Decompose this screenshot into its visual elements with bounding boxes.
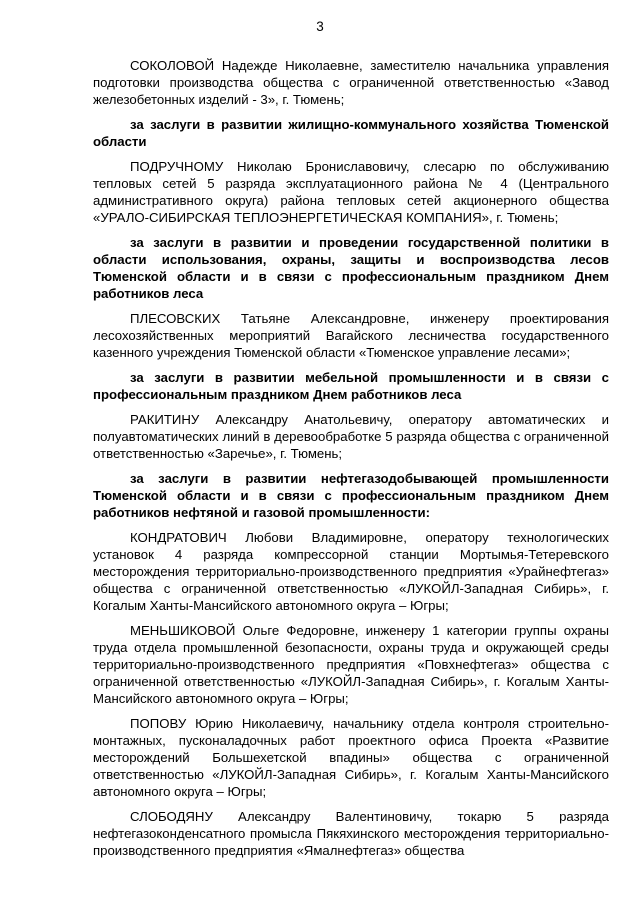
paragraph-award-popov: ПОПОВУ Юрию Николаевичу, начальнику отдела контроля строительно-монтажных, пусконаладочных работ проектного офиса Проекта «Развитие месторождений Большехетской впадины» общества с ограниченной ответственностью «ЛУКОЙЛ-Западная Сибирь», г. Когалым Ханты-Мансийского автономного округа – Югры;	[93, 716, 609, 799]
paragraph-award-rakitin: РАКИТИНУ Александру Анатольевичу, оператору автоматических и полуавтоматических линий в деревообработке 5 разряда общества с ограниченной ответственностью «Заречье», г. Тюмень;	[93, 412, 609, 461]
paragraph-award-slobodyan: СЛОБОДЯНУ Александру Валентиновичу, токарю 5 разряда нефтегазоконденсатного промысла Пякяхинского месторождения территориально-производственного предприятия «Ямалнефтегаз» общества	[93, 809, 609, 858]
paragraph-award-kondratovich: КОНДРАТОВИЧ Любови Владимировне, оператору технологических установок 4 разряда компрессорной станции Мортымья-Тетеревского месторождения территориально-производственного предприятия «Урайнефтегаз» общества с ограниченной ответственностью «ЛУКОЙЛ-Западная Сибирь», г. Когалым Ханты-Мансийского автономного округа – Югры;	[93, 530, 609, 613]
document-body	[93, 57, 609, 867]
paragraph-award-sokolova: СОКОЛОВОЙ Надежде Николаевне, заместителю начальника управления подготовки производства общества с ограниченной ответственностью «Завод железобетонных изделий - 3», г. Тюмень;	[93, 58, 609, 107]
paragraph-award-podruchny: ПОДРУЧНОМУ Николаю Брониславовичу, слесарю по обслуживанию тепловых сетей 5 разряда эксплуатационного района № 4 (Центрального административного округа) района тепловых сетей акционерного общества «УРАЛО-СИБИРСКАЯ ТЕПЛОЭНЕРГЕТИЧЕСКАЯ КОМПАНИЯ», г. Тюмень;	[93, 159, 609, 225]
heading-furniture-industry: за заслуги в развитии мебельной промышленности и в связи с профессиональным праздником Днем работников леса	[93, 370, 609, 402]
paragraph-award-menshikova: МЕНЬШИКОВОЙ Ольге Федоровне, инженеру 1 категории группы охраны труда отдела промышленной безопасности, охраны труда и окружающей среды территориально-производственного предприятия «Повхнефтегаз» общества с ограниченной ответственностью «ЛУКОЙЛ-Западная Сибирь», г. Когалым Ханты-Мансийского автономного округа – Югры;	[93, 623, 609, 706]
paragraph-award-plesovskikh: ПЛЕСОВСКИХ Татьяне Александровне, инженеру проектирования лесохозяйственных мероприятий Вагайского лесничества государственного казенного учреждения Тюменской области «Тюменское управление лесами»;	[93, 311, 609, 360]
page-number: 3	[316, 19, 324, 34]
heading-oil-gas-industry: за заслуги в развитии нефтегазодобывающей промышленности Тюменской области и в связи с профессиональным праздником Днем работников нефтяной и газовой промышленности:	[93, 471, 609, 520]
heading-housing-utilities: за заслуги в развитии жилищно-коммунального хозяйства Тюменской области	[93, 117, 609, 149]
heading-forestry-policy: за заслуги в развитии и проведении государственной политики в области использования, охраны, защиты и воспроизводства лесов Тюменской области и в связи с профессиональным праздником Днем работников леса	[93, 235, 609, 301]
